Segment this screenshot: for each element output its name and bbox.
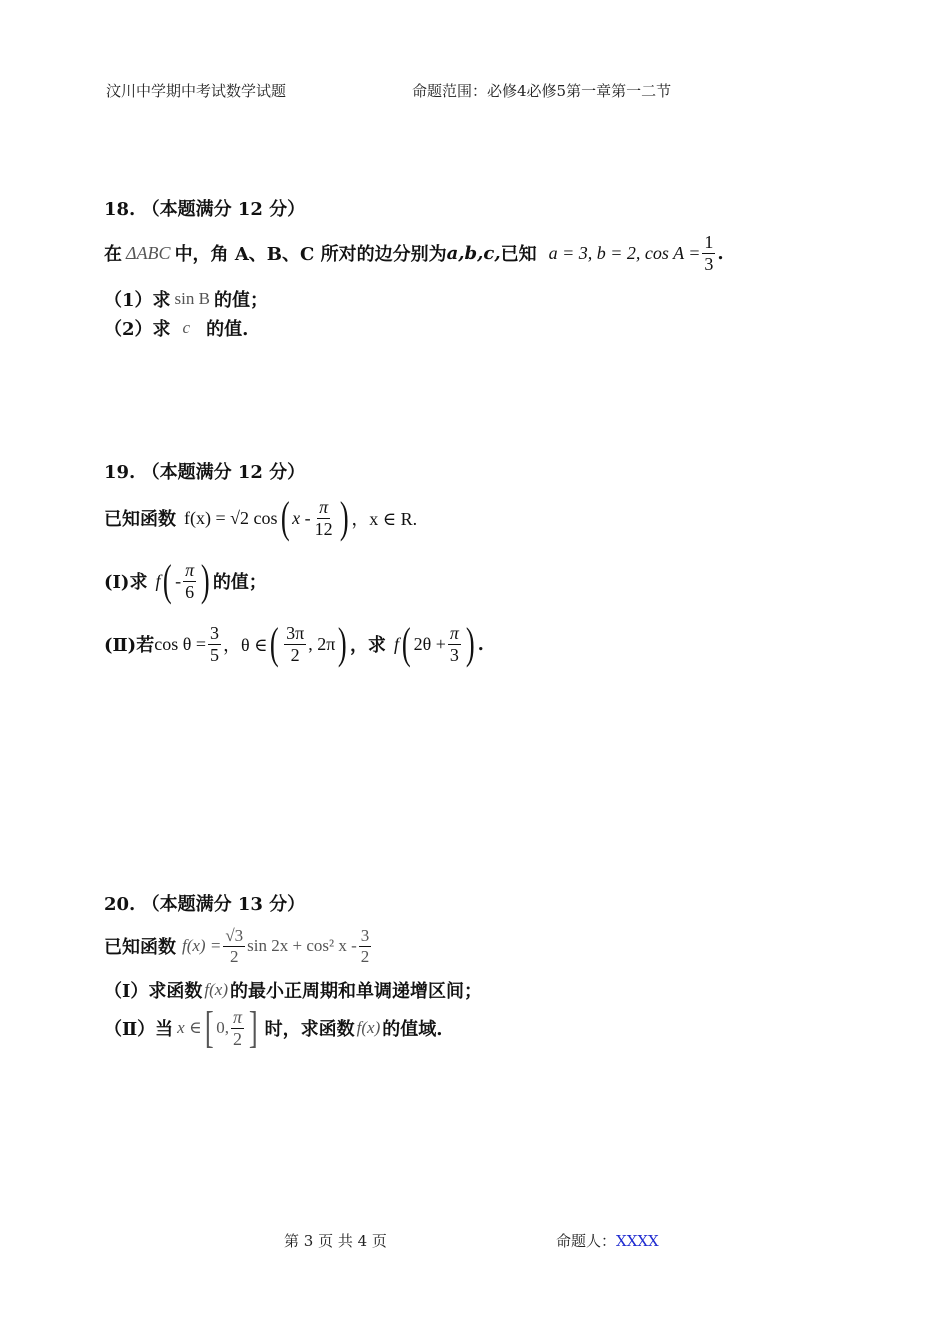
q20-frac2 — [359, 926, 372, 966]
q20-p2-frac-num: π — [232, 1006, 242, 1027]
q20-p2-suffix: 的值域. — [382, 1019, 443, 1040]
q19-paren — [278, 493, 352, 542]
q20-p2-fx: f(x) — [356, 1018, 381, 1037]
q19-p2-prefix: (Ⅱ)若 — [104, 635, 155, 656]
footer-page-number: 第 3 页 共 4 页 — [284, 1232, 387, 1250]
q19-p2-int-num: 3π — [286, 622, 305, 643]
q20-part1 — [104, 977, 482, 1003]
header-title: 汶川中学期中考试数学试题 — [106, 82, 287, 100]
q19-p2-arg-num: π — [449, 622, 459, 643]
q19-p2-arg-den: 3 — [449, 644, 459, 665]
q19-part2 — [104, 619, 484, 668]
q20-stem-prefix: 已知函数 — [104, 937, 176, 959]
q19-x-minus: x - — [292, 507, 311, 528]
q20-sin-part: sin 2x + cos² x - — [247, 936, 357, 956]
q19-frac-den: 12 — [314, 518, 333, 539]
q20-title: 20. （本题满分 13 分） — [104, 894, 306, 915]
q20-p2-prefix: （Ⅱ）当 — [104, 1019, 174, 1040]
q18-fraction — [702, 232, 715, 274]
q20-frac1-den: 2 — [229, 946, 239, 966]
q20-p2-xin: x ∈ — [177, 1018, 202, 1037]
q19-p2-arg-lparen: ( — [401, 619, 411, 668]
q20-p2-mid: 时，求函数 — [264, 1019, 355, 1040]
q18-part1 — [104, 286, 268, 312]
q18-p1-math: sin B — [174, 289, 210, 308]
q20-p2-left: 0, — [216, 1018, 229, 1037]
q18-p2-suffix: 的值. — [206, 319, 249, 340]
q20-part2 — [104, 1003, 443, 1052]
q18-p1-prefix: （1）求 — [104, 290, 171, 311]
header-scope: 命题范围：必修4必修5第一章第一二节 — [412, 82, 672, 100]
q18-condition: a = 3, b = 2, cos A = — [548, 242, 701, 263]
q18-triangle: ΔABC — [126, 242, 171, 263]
q19-domain: ，x ∈ R. — [351, 509, 418, 529]
q19-p1-prefix: (Ⅰ)求 — [104, 572, 148, 593]
q19-p2-rparen: ) — [338, 619, 348, 668]
q19-p2-cos: cos θ = — [154, 633, 206, 654]
q20-p2-interval — [202, 1003, 261, 1052]
q20-p2-lbracket: [ — [204, 1003, 214, 1052]
q18-p2-prefix: （2）求 — [104, 319, 171, 340]
q20-p2-frac — [231, 1007, 244, 1049]
q18-frac-den: 3 — [704, 253, 714, 274]
q19-p1-f: f — [155, 570, 161, 591]
q19-p2-two-pi: , 2π — [308, 633, 336, 654]
q19-p2-int-frac — [284, 623, 306, 665]
q19-p2-int-den: 2 — [290, 644, 300, 665]
q18-sides: a,b,c, — [446, 242, 501, 264]
q18-title: 18. （本题满分 12 分） — [104, 199, 306, 220]
q19-p1-minus: - — [175, 570, 182, 591]
footer-author-name: XXXX — [616, 1232, 659, 1250]
q19-p2-arg — [399, 619, 478, 668]
q19-p2-find: ，求 — [349, 635, 386, 656]
q20-p1-fx: f(x) — [204, 980, 229, 999]
q19-p1-paren — [160, 556, 212, 605]
q19-part1 — [104, 556, 267, 605]
q19-p2-frac — [208, 623, 221, 665]
q19-p2-f: f — [393, 633, 399, 654]
q19-title: 19. （本题满分 12 分） — [104, 462, 306, 483]
q18-frac-num: 1 — [704, 232, 714, 252]
footer-author — [556, 1230, 659, 1251]
q20-p1-prefix: （Ⅰ）求函数 — [104, 981, 203, 1002]
q19-stem — [104, 493, 418, 542]
q19-p1-suffix: 的值； — [212, 572, 267, 593]
q19-p2-theta-in: ，θ ∈ — [222, 635, 268, 655]
q20-frac2-num: 3 — [360, 926, 370, 945]
q19-p2-end: . — [477, 633, 484, 655]
q19-fdef: f(x) = √2 cos — [184, 507, 278, 528]
footer-author-label: 命题人： — [556, 1232, 617, 1250]
q18-known: 已知 — [500, 244, 537, 266]
q19-p2-lparen: ( — [270, 619, 280, 668]
q18-part2 — [104, 315, 248, 341]
q19-p2-frac-den: 5 — [209, 644, 219, 665]
q19-frac — [313, 497, 335, 539]
q19-frac-num: π — [319, 496, 329, 517]
q18-stem-mid: 中，角 A、B、C 所对的边分别为 — [174, 244, 447, 266]
q20-fdef: f(x) = — [182, 936, 222, 956]
q20-frac2-den: 2 — [360, 946, 370, 966]
q19-p2-arg-rparen: ) — [465, 619, 475, 668]
q19-p1-lparen: ( — [163, 556, 173, 605]
q19-p2-arg-frac — [448, 623, 461, 665]
q19-p1-rparen: ) — [201, 556, 210, 605]
q18-stem — [104, 232, 724, 274]
q20-p2-frac-den: 2 — [232, 1028, 242, 1049]
q19-p2-interval — [267, 619, 350, 668]
q20-frac1 — [223, 926, 245, 966]
q20-stem — [104, 926, 373, 966]
q19-stem-prefix: 已知函数 — [104, 509, 176, 530]
q18-p1-suffix: 的值； — [213, 290, 268, 311]
q20-p1-suffix: 的最小正周期和单调递增区间； — [230, 981, 483, 1002]
q20-p2-rbracket: ] — [248, 1003, 258, 1052]
q19-p2-frac-num: 3 — [209, 622, 219, 643]
q19-p1-frac-den: 6 — [185, 581, 195, 602]
q18-p2-math: c — [182, 318, 191, 337]
q18-stem-prefix: 在 — [104, 244, 122, 266]
q19-p1-frac — [183, 560, 196, 602]
q18-cond-end: . — [717, 242, 724, 264]
q19-p2-two-theta: 2θ + — [413, 633, 446, 654]
q19-p1-frac-num: π — [185, 559, 195, 580]
q20-frac1-num: √3 — [225, 926, 244, 945]
q19-lparen: ( — [280, 493, 290, 542]
q19-rparen: ) — [339, 493, 349, 542]
